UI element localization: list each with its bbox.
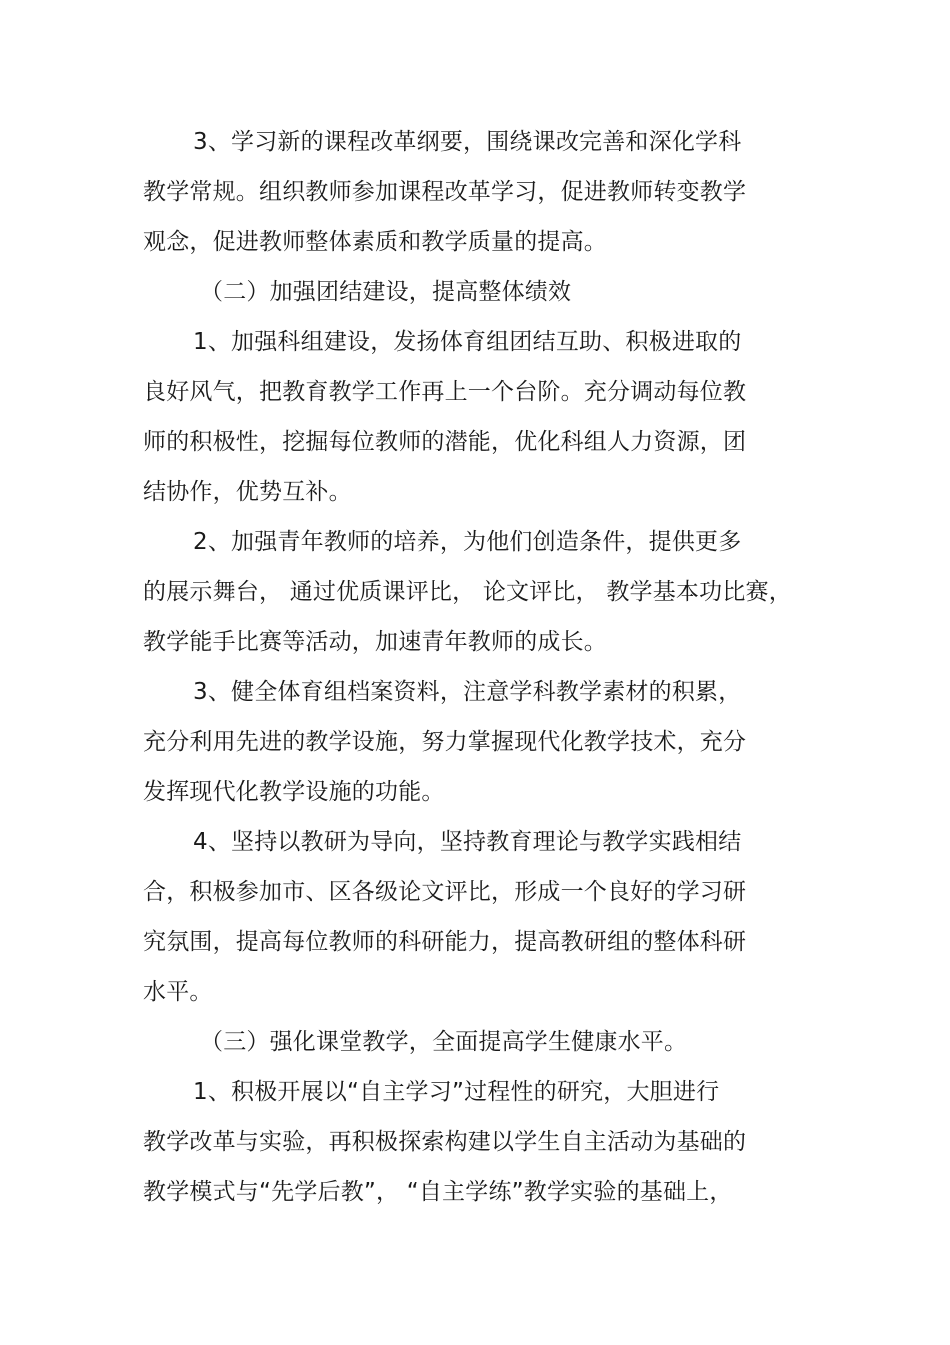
paragraph-3-line-2: 良好风气，把教育教学工作再上一个台阶。充分调动每位教 (143, 379, 747, 405)
paragraph-8-line-1: 1、积极开展以“自主学习”过程性的研究，大胆进行 (193, 1079, 720, 1105)
paragraph-3-line-1: 1、加强科组建设，发扬体育组团结互助、积极进取的 (193, 329, 742, 355)
paragraph-3-line-4: 结协作，优势互补。 (143, 479, 352, 505)
paragraph-5-line-2: 充分利用先进的教学设施，努力掌握现代化教学技术，充分 (143, 729, 747, 755)
paragraph-6-line-1: 4、坚持以教研为导向，坚持教育理论与教学实践相结 (193, 829, 742, 855)
paragraph-1-line-3: 观念，促进教师整体素质和教学质量的提高。 (143, 229, 607, 255)
paragraph-4-line-3: 教学能手比赛等活动，加速青年教师的成长。 (143, 629, 607, 655)
paragraph-6-line-4: 水平。 (143, 979, 213, 1005)
paragraph-4-line-2: 的展示舞台， 通过优质课评比， 论文评比， 教学基本功比赛， (143, 579, 792, 605)
paragraph-5-line-1: 3、健全体育组档案资料，注意学科教学素材的积累， (193, 679, 742, 705)
paragraph-1-line-2: 教学常规。组织教师参加课程改革学习，促进教师转变教学 (143, 179, 747, 205)
paragraph-1-line-1: 3、学习新的课程改革纲要，围绕课改完善和深化学科 (193, 129, 742, 155)
paragraph-3-line-3: 师的积极性，挖掘每位教师的潜能，优化科组人力资源，团 (143, 429, 747, 455)
paragraph-4-line-1: 2、加强青年教师的培养，为他们创造条件，提供更多 (193, 529, 742, 555)
section-heading-2: （二）加强团结建设，提高整体绩效 (200, 279, 572, 305)
paragraph-5-line-3: 发挥现代化教学设施的功能。 (143, 779, 445, 805)
section-heading-3: （三）强化课堂教学，全面提高学生健康水平。 (200, 1029, 688, 1055)
paragraph-8-line-2: 教学改革与实验，再积极探索构建以学生自主活动为基础的 (143, 1129, 747, 1155)
paragraph-8-line-3: 教学模式与“先学后教”， “自主学练”教学实验的基础上， (143, 1179, 733, 1205)
paragraph-6-line-3: 究氛围，提高每位教师的科研能力，提高教研组的整体科研 (143, 929, 747, 955)
paragraph-6-line-2: 合，积极参加市、区各级论文评比，形成一个良好的学习研 (143, 879, 747, 905)
